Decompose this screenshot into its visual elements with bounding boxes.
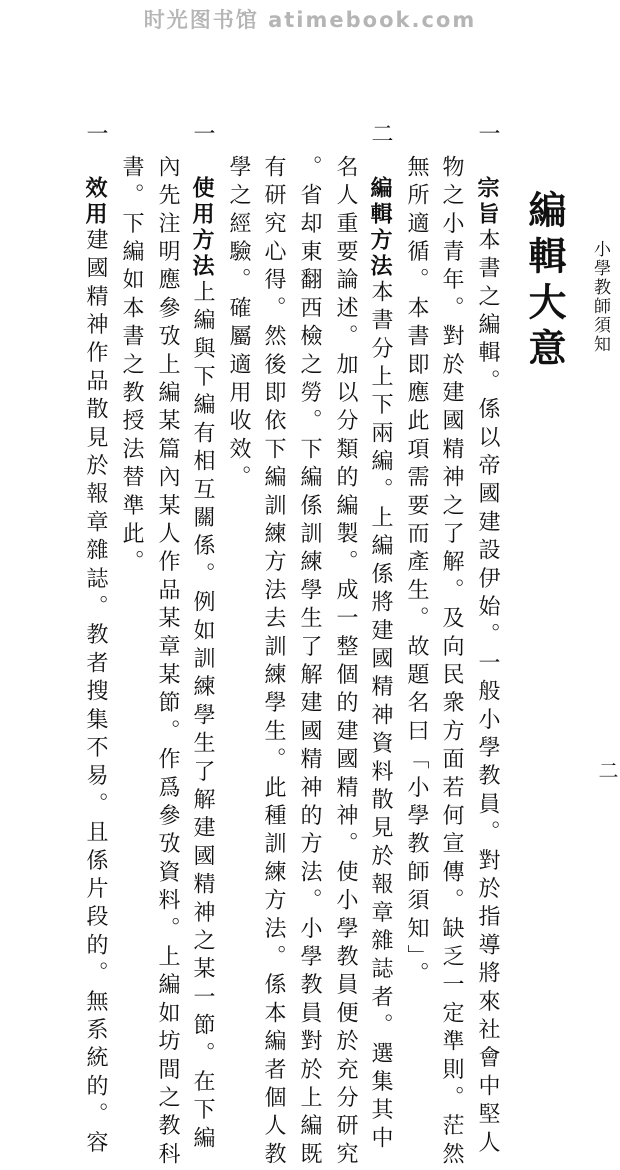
page-number: 二 (595, 760, 619, 780)
section-continuation-line: 名人重要論述。加以分類的編製。成一整個的建國精神。使小學教員便於充分研究 (333, 155, 358, 1170)
section-continuation-line: 。省却東翻西檢之勞。下編係訓練學生了解建國精神的方法。小學教員對於上編既 (297, 155, 322, 1170)
section-continuation-line: 書。下編如本書之教授法替準此。 (119, 155, 144, 578)
page-title: 編輯大意 (522, 190, 567, 374)
section-heading: 編輯方法 (367, 176, 393, 280)
section-bullet: 一 (83, 122, 108, 176)
section-first-line (369, 122, 391, 1154)
section-text: 建國精神作品散見於報章雜誌。教者搜集不易。且係片段的。無系統的。容 (83, 228, 108, 1159)
section-text: 上編與下編有相互關係。例如訓練學生了解建國精神之某一節。在下編 (190, 280, 215, 1155)
section-bullet: 二 (368, 122, 393, 176)
running-header-title: 小學教師須知 (590, 240, 610, 354)
section-first-line (191, 122, 213, 1154)
section-first-line (84, 122, 106, 1159)
section-text: 本書之編輯。係以帝國建設伊始。一般小學教員。對於指導將來社會中堅人 (475, 228, 500, 1159)
section-continuation-line: 無所適循。本書即應此項需要而產生。故題名曰「小學教師須知」。 (404, 155, 429, 990)
section-heading: 效用 (82, 176, 108, 228)
watermark: 时光图书馆 atimebook.com (143, 8, 477, 32)
section-heading: 宗旨 (474, 176, 500, 228)
section-bullet: 一 (475, 122, 500, 176)
section-continuation-line: 物之小青年。對於建國精神之了解。及向民衆方面若何宣傳。缺乏一定準則。茫然 (439, 155, 464, 1170)
section-first-line (476, 122, 498, 1159)
section-bullet: 一 (190, 122, 215, 176)
section-text: 本書分上下兩編。上編係將建國精神資料散見於報章雜誌者。選集其中 (368, 280, 393, 1155)
section-continuation-line: 內先注明應參攷上編某篇內某人作品某章某節。作爲參攷資料。上編如坊間之教科 (155, 155, 180, 1170)
section-heading: 使用方法 (189, 176, 215, 280)
section-continuation-line: 有研究心得。然後即依下編訓練方法去訓練學生。此種訓練方法。係本編者個人教 (261, 155, 286, 1170)
section-continuation-line: 學之經驗。確屬適用收效。 (226, 155, 251, 494)
